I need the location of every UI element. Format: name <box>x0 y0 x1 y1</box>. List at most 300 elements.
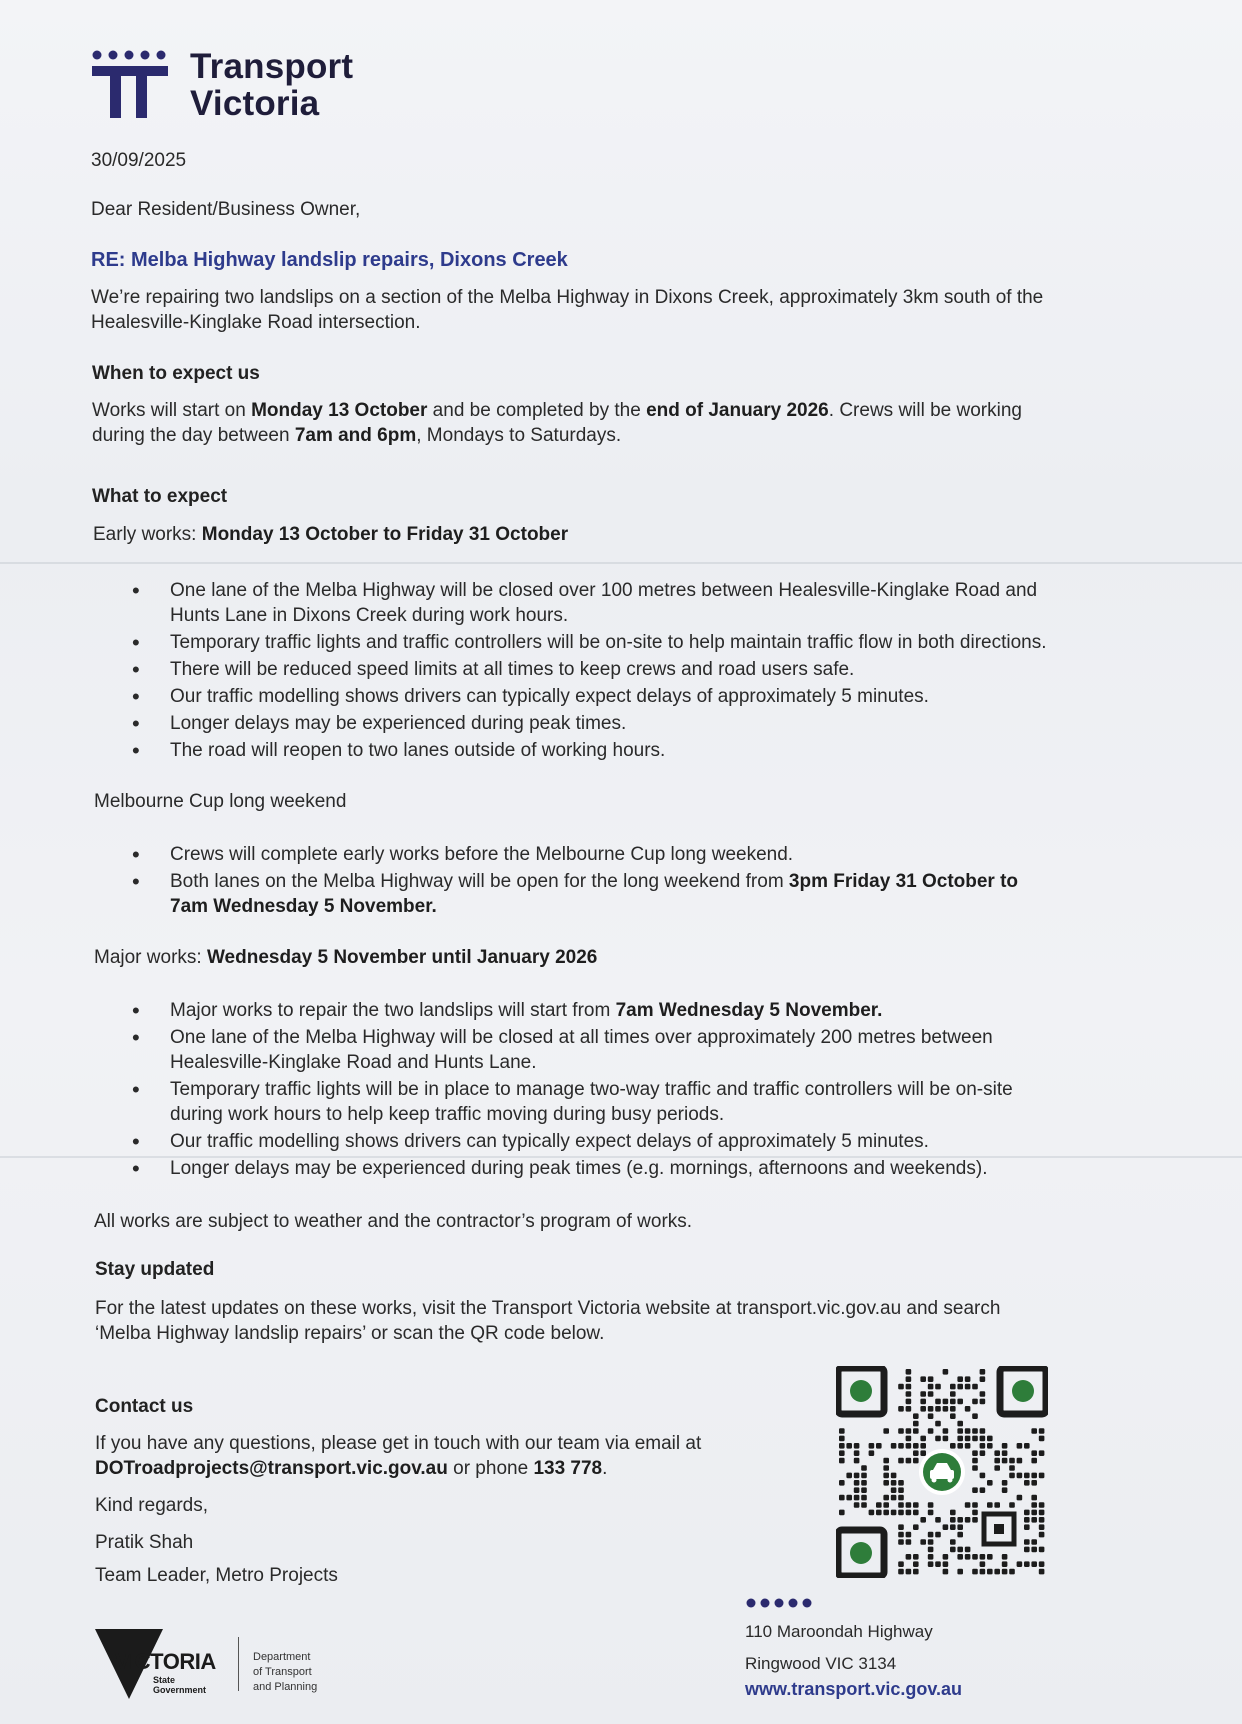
qr-module <box>869 1450 875 1456</box>
qr-module <box>980 1569 986 1575</box>
qr-module <box>854 1473 860 1479</box>
qr-module <box>883 1502 889 1508</box>
address-line-1: 110 Maroondah Highway <box>745 1622 933 1641</box>
address-line-2: Ringwood VIC 3134 <box>745 1654 897 1673</box>
qr-module <box>1024 1547 1030 1553</box>
qr-module <box>898 1569 904 1575</box>
qr-module <box>943 1569 949 1575</box>
qr-module <box>943 1369 949 1375</box>
list-item <box>132 1025 1152 1075</box>
qr-module <box>906 1510 912 1516</box>
qr-module <box>1009 1569 1015 1575</box>
text-run: of Transport <box>253 1666 312 1678</box>
qr-module <box>1009 1502 1015 1508</box>
contact-phone[interactable]: 133 778 <box>533 1458 603 1479</box>
qr-module <box>898 1384 904 1390</box>
kind-regards: Kind regards, <box>95 1495 209 1516</box>
major-start: 7am Wednesday 5 November. <box>615 1000 883 1021</box>
qr-code[interactable] <box>836 1366 1048 1578</box>
qr-module <box>1024 1510 1030 1516</box>
victoria-word: VICTORIA <box>115 1649 216 1674</box>
qr-module <box>861 1502 867 1508</box>
qr-module <box>906 1539 912 1545</box>
qr-module <box>994 1450 1000 1456</box>
qr-module <box>906 1391 912 1397</box>
qr-module <box>928 1554 934 1560</box>
website-link[interactable]: www.transport.vic.gov.au <box>745 1679 963 1699</box>
qr-module <box>928 1510 934 1516</box>
qr-module <box>1024 1473 1030 1479</box>
text-run: Temporary traffic lights will be in place to manage two-way traffic and traffic controllers will be on-site <box>170 1079 1013 1100</box>
qr-module <box>906 1399 912 1405</box>
qr-module <box>928 1539 934 1545</box>
qr-module <box>928 1502 934 1508</box>
qr-module <box>869 1443 875 1449</box>
early-works-label <box>93 522 568 547</box>
qr-module <box>980 1487 986 1493</box>
text-run: Department <box>253 1651 311 1663</box>
qr-module <box>980 1391 986 1397</box>
cup-weekend-label: Melbourne Cup long weekend <box>94 791 347 812</box>
text-run: Hunts Lane in Dixons Creek during work hours. <box>170 605 569 626</box>
qr-module <box>861 1495 867 1501</box>
qr-module <box>839 1510 845 1516</box>
qr-module <box>965 1547 971 1553</box>
brand-dots-icon <box>745 1597 815 1609</box>
qr-module <box>898 1524 904 1530</box>
qr-module <box>1031 1473 1037 1479</box>
qr-module <box>920 1539 926 1545</box>
qr-module <box>906 1428 912 1434</box>
qr-module <box>906 1443 912 1449</box>
qr-module <box>957 1428 963 1434</box>
qr-module <box>869 1510 875 1516</box>
qr-module <box>965 1502 971 1508</box>
qr-module <box>1024 1443 1030 1449</box>
qr-module <box>1009 1473 1015 1479</box>
qr-module <box>950 1406 956 1412</box>
qr-module <box>965 1443 971 1449</box>
qr-module <box>1002 1450 1008 1456</box>
qr-module <box>972 1502 978 1508</box>
start-date: Monday 13 October <box>251 400 428 421</box>
qr-module <box>839 1443 845 1449</box>
major-works-list <box>132 998 1152 1183</box>
list-item: • The road will reopen to two lanes outside of working hours. <box>132 738 1152 763</box>
qr-module <box>950 1547 956 1553</box>
qr-module <box>980 1376 986 1382</box>
qr-module <box>1039 1532 1045 1538</box>
text-run: , Mondays to Saturdays. <box>416 425 622 446</box>
qr-module <box>920 1376 926 1382</box>
qr-module <box>965 1384 971 1390</box>
qr-module <box>965 1436 971 1442</box>
qr-module <box>987 1436 993 1442</box>
qr-module <box>913 1450 919 1456</box>
qr-module <box>987 1554 993 1560</box>
qr-module <box>920 1406 926 1412</box>
qr-module <box>928 1428 934 1434</box>
qr-module <box>943 1561 949 1567</box>
qr-module <box>943 1554 949 1560</box>
qr-module <box>1024 1561 1030 1567</box>
qr-module <box>854 1458 860 1464</box>
qr-module <box>965 1554 971 1560</box>
qr-module <box>980 1450 986 1456</box>
text-run: Healesville-Kinglake Road and Hunts Lane. <box>170 1052 537 1073</box>
qr-module <box>1031 1561 1037 1567</box>
qr-module <box>883 1458 889 1464</box>
qr-module <box>980 1554 986 1560</box>
qr-module <box>854 1480 860 1486</box>
text-run: during work hours to help keep traffic moving during busy periods. <box>170 1104 725 1125</box>
qr-module <box>1017 1473 1023 1479</box>
qr-module <box>994 1458 1000 1464</box>
qr-module <box>883 1510 889 1516</box>
qr-module <box>1039 1510 1045 1516</box>
qr-module <box>972 1384 978 1390</box>
qr-module <box>980 1443 986 1449</box>
qr-module <box>1024 1539 1030 1545</box>
qr-module <box>913 1428 919 1434</box>
text-run: Major works to repair the two landslips will start from <box>170 1000 616 1021</box>
qr-module <box>972 1510 978 1516</box>
qr-module <box>935 1421 941 1427</box>
qr-module <box>913 1510 919 1516</box>
qr-module <box>898 1539 904 1545</box>
qr-module <box>987 1569 993 1575</box>
qr-module <box>898 1495 904 1501</box>
list-item: • Our traffic modelling shows drivers can typically expect delays of approximately 5 minutes. <box>132 684 1152 709</box>
qr-module <box>861 1487 867 1493</box>
text-run: during the day between <box>92 425 295 446</box>
qr-module <box>920 1443 926 1449</box>
subject-line: RE: Melba Highway landslip repairs, Dixons Creek <box>91 249 568 271</box>
qr-module <box>972 1450 978 1456</box>
qr-module <box>913 1443 919 1449</box>
signer-title: Team Leader, Metro Projects <box>95 1565 338 1586</box>
qr-module <box>883 1465 889 1471</box>
qr-module <box>920 1436 926 1442</box>
qr-module <box>913 1561 919 1567</box>
text-run: Government <box>153 1685 207 1695</box>
qr-module <box>854 1443 860 1449</box>
qr-module <box>1031 1517 1037 1523</box>
text-run: State <box>153 1675 176 1685</box>
text-run: For the latest updates on these works, visit the Transport Victoria website at transport.vic.gov.au and search <box>95 1298 1001 1319</box>
transport-victoria-wordmark <box>190 48 353 122</box>
qr-module <box>950 1510 956 1516</box>
cup-weekend-list <box>132 842 1152 921</box>
qr-module <box>898 1487 904 1493</box>
qr-module <box>898 1406 904 1412</box>
qr-module <box>1002 1554 1008 1560</box>
qr-module <box>1002 1458 1008 1464</box>
text-run: Major works: <box>94 947 207 968</box>
qr-module <box>987 1480 993 1486</box>
qr-module <box>957 1443 963 1449</box>
qr-module <box>980 1369 986 1375</box>
state-government-label <box>153 1675 206 1695</box>
stay-updated-heading: Stay updated <box>95 1259 215 1280</box>
qr-module <box>928 1561 934 1567</box>
qr-module <box>994 1569 1000 1575</box>
qr-module <box>950 1524 956 1530</box>
qr-module <box>913 1524 919 1530</box>
text-run: . Crews will be working <box>828 400 1022 421</box>
qr-module <box>950 1399 956 1405</box>
qr-module <box>1024 1517 1030 1523</box>
qr-module <box>994 1502 1000 1508</box>
list-item: • Longer delays may be experienced during peak times (e.g. mornings, afternoons and weekends). <box>132 1156 1152 1181</box>
qr-module <box>928 1391 934 1397</box>
qr-module <box>1031 1547 1037 1553</box>
qr-module <box>987 1502 993 1508</box>
qr-module <box>935 1561 941 1567</box>
qr-module <box>935 1406 941 1412</box>
when-heading: When to expect us <box>92 363 260 384</box>
qr-module <box>906 1369 912 1375</box>
qr-module <box>906 1532 912 1538</box>
qr-module <box>913 1554 919 1560</box>
qr-module <box>950 1517 956 1523</box>
qr-module <box>898 1510 904 1516</box>
stay-updated-paragraph <box>95 1296 1000 1346</box>
qr-module <box>965 1517 971 1523</box>
list-item: • Temporary traffic lights and traffic controllers will be on-site to help maintain traffic flow in both directions. <box>132 630 1152 655</box>
text-run: Both lanes on the Melba Highway will be open for the long weekend from <box>170 871 789 892</box>
logo-line-1: Transport <box>190 47 354 86</box>
qr-module <box>957 1569 963 1575</box>
qr-module <box>891 1480 897 1486</box>
weather-note: All works are subject to weather and the contractor’s program of works. <box>94 1211 693 1232</box>
text-run: . <box>602 1458 608 1479</box>
qr-module <box>943 1428 949 1434</box>
qr-module <box>839 1495 845 1501</box>
qr-module <box>891 1495 897 1501</box>
qr-module <box>972 1436 978 1442</box>
qr-module <box>1039 1436 1045 1442</box>
qr-module <box>839 1458 845 1464</box>
qr-module <box>898 1443 904 1449</box>
qr-module <box>928 1384 934 1390</box>
qr-module <box>920 1391 926 1397</box>
letter-date: 30/09/2025 <box>91 150 187 171</box>
qr-module <box>920 1517 926 1523</box>
qr-module <box>920 1399 926 1405</box>
qr-module <box>972 1465 978 1471</box>
qr-module <box>891 1487 897 1493</box>
qr-module <box>883 1480 889 1486</box>
qr-module <box>854 1487 860 1493</box>
text-run: and be completed by the <box>427 400 647 421</box>
qr-module <box>950 1443 956 1449</box>
qr-module <box>1039 1524 1045 1530</box>
qr-module <box>906 1406 912 1412</box>
list-item <box>132 998 1152 1023</box>
fold-line <box>0 562 1242 564</box>
logo-line-2: Victoria <box>190 84 320 123</box>
qr-module <box>957 1524 963 1530</box>
qr-module <box>913 1413 919 1419</box>
qr-module <box>980 1473 986 1479</box>
qr-module <box>935 1436 941 1442</box>
text-run: ‘Melba Highway landslip repairs’ or scan the QR code below. <box>95 1323 605 1344</box>
list-item: • Crews will complete early works before the Melbourne Cup long weekend. <box>132 842 1152 867</box>
qr-module <box>943 1406 949 1412</box>
major-works-dates: Wednesday 5 November until January 2026 <box>206 947 598 968</box>
qr-module <box>891 1473 897 1479</box>
qr-module <box>1024 1480 1030 1486</box>
qr-module <box>898 1428 904 1434</box>
qr-module <box>906 1502 912 1508</box>
qr-module <box>906 1554 912 1560</box>
qr-module <box>928 1413 934 1419</box>
qr-module <box>876 1443 882 1449</box>
qr-module <box>1002 1480 1008 1486</box>
qr-module <box>950 1413 956 1419</box>
qr-module <box>1002 1569 1008 1575</box>
qr-module <box>913 1421 919 1427</box>
qr-module <box>854 1502 860 1508</box>
qr-module <box>1039 1502 1045 1508</box>
salutation: Dear Resident/Business Owner, <box>91 199 361 220</box>
qr-module <box>950 1539 956 1545</box>
qr-module <box>913 1458 919 1464</box>
qr-module <box>972 1458 978 1464</box>
qr-module <box>898 1480 904 1486</box>
when-paragraph <box>92 398 1022 448</box>
what-heading: What to expect <box>92 486 228 507</box>
intro-line: Healesville-Kinglake Road intersection. <box>91 312 421 333</box>
qr-module <box>1039 1473 1045 1479</box>
qr-module <box>898 1502 904 1508</box>
qr-module <box>1039 1517 1045 1523</box>
qr-module <box>957 1421 963 1427</box>
qr-module <box>1031 1539 1037 1545</box>
qr-module <box>943 1524 949 1530</box>
qr-module <box>972 1569 978 1575</box>
qr-module <box>972 1554 978 1560</box>
qr-module <box>906 1376 912 1382</box>
qr-module <box>861 1465 867 1471</box>
qr-module <box>928 1376 934 1382</box>
qr-module <box>854 1450 860 1456</box>
qr-module <box>957 1517 963 1523</box>
logo-divider <box>238 1637 239 1691</box>
text-run: One lane of the Melba Highway will be closed over 100 metres between Healesville-Kinglake Road and <box>170 580 1038 601</box>
transport-victoria-logo-icon <box>92 50 172 118</box>
qr-module <box>1017 1458 1023 1464</box>
text-run: or phone <box>447 1458 534 1479</box>
list-item <box>132 1077 1152 1127</box>
qr-module <box>980 1561 986 1567</box>
qr-module <box>839 1480 845 1486</box>
qr-module <box>994 1465 1000 1471</box>
open-until: 7am Wednesday 5 November. <box>170 896 437 917</box>
qr-module <box>846 1473 852 1479</box>
qr-module <box>972 1413 978 1419</box>
qr-module <box>957 1554 963 1560</box>
qr-module <box>1024 1524 1030 1530</box>
qr-module <box>987 1443 993 1449</box>
qr-module <box>1031 1495 1037 1501</box>
qr-module <box>980 1436 986 1442</box>
contact-email-link[interactable]: DOTroadprojects@transport.vic.gov.au <box>95 1458 448 1479</box>
text-run: Early works: <box>93 524 202 545</box>
qr-module <box>928 1532 934 1538</box>
qr-module <box>1002 1443 1008 1449</box>
qr-module <box>1009 1458 1015 1464</box>
qr-module <box>920 1450 926 1456</box>
qr-module <box>1031 1510 1037 1516</box>
contact-paragraph <box>95 1431 701 1481</box>
qr-module <box>928 1547 934 1553</box>
qr-module <box>935 1517 941 1523</box>
qr-module <box>1009 1465 1015 1471</box>
qr-module <box>891 1510 897 1516</box>
qr-module <box>846 1443 852 1449</box>
qr-module <box>906 1569 912 1575</box>
qr-module <box>928 1406 934 1412</box>
list-item <box>132 869 1152 919</box>
qr-module <box>1002 1487 1008 1493</box>
qr-module <box>883 1473 889 1479</box>
qr-module <box>876 1502 882 1508</box>
qr-module <box>957 1376 963 1382</box>
qr-module <box>898 1561 904 1567</box>
major-works-label <box>94 945 597 970</box>
list-item: • Longer delays may be experienced during peak times. <box>132 711 1152 736</box>
qr-module <box>846 1495 852 1501</box>
qr-module <box>957 1399 963 1405</box>
qr-module <box>1039 1561 1045 1567</box>
qr-module <box>935 1532 941 1538</box>
qr-module <box>1002 1561 1008 1567</box>
qr-module <box>883 1495 889 1501</box>
qr-module <box>913 1502 919 1508</box>
qr-module <box>965 1376 971 1382</box>
qr-module <box>861 1480 867 1486</box>
end-date: end of January 2026 <box>646 400 829 421</box>
qr-module <box>965 1428 971 1434</box>
qr-module <box>935 1399 941 1405</box>
list-item: • Our traffic modelling shows drivers can typically expect delays of approximately 5 minutes. <box>132 1129 1152 1154</box>
qr-module <box>906 1384 912 1390</box>
qr-module <box>1017 1443 1023 1449</box>
qr-module <box>972 1517 978 1523</box>
qr-module <box>906 1458 912 1464</box>
qr-module <box>957 1532 963 1538</box>
qr-module <box>1039 1547 1045 1553</box>
qr-module <box>1031 1450 1037 1456</box>
list-item <box>132 578 1152 628</box>
qr-module <box>980 1428 986 1434</box>
qr-module <box>1031 1502 1037 1508</box>
victoria-state-government-logo <box>95 1627 335 1701</box>
qr-module <box>839 1428 845 1434</box>
qr-module <box>957 1547 963 1553</box>
contact-heading: Contact us <box>95 1396 194 1417</box>
qr-module <box>913 1569 919 1575</box>
department-name <box>253 1650 317 1695</box>
qr-module <box>839 1436 845 1442</box>
qr-module <box>950 1391 956 1397</box>
qr-module <box>1039 1428 1045 1434</box>
qr-module <box>839 1450 845 1456</box>
qr-module <box>935 1384 941 1390</box>
early-works-list <box>132 578 1152 765</box>
